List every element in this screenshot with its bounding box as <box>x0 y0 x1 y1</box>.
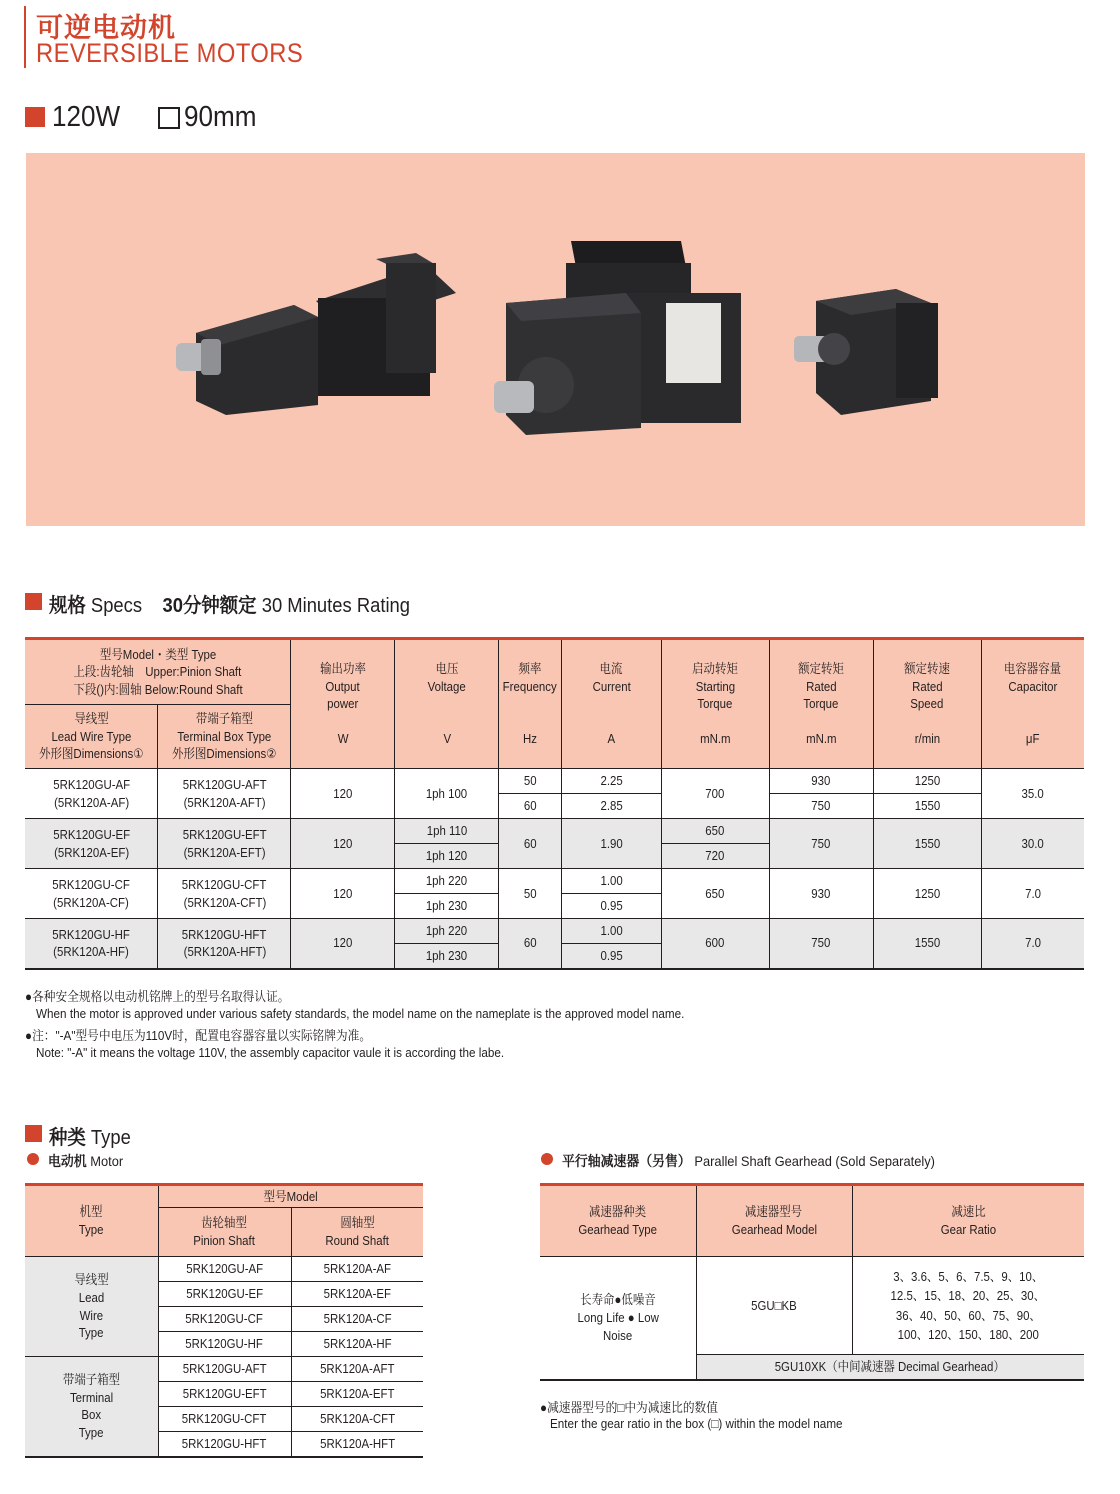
pinion-header: 齿轮轴型 Pinion Shaft <box>158 1208 291 1257</box>
decimal-gearhead: 5GU10XK（中间减速器 Decimal Gearhead） <box>696 1355 1084 1380</box>
col-starting-torque-header: 启动转矩 Starting Torque mN.m <box>661 639 769 769</box>
lead-wire-group: 导线型 Lead Wire Type <box>25 1257 158 1357</box>
col-rated-torque-header: 额定转矩 Rated Torque mN.m <box>769 639 873 769</box>
gearhead-type-value: 长寿命●低噪音 Long Life ● Low Noise <box>540 1257 696 1380</box>
motor-right-image <box>794 289 938 415</box>
specs-table <box>25 637 1084 970</box>
col-rated-speed-header: 额定转速 Rated Speed r/min <box>873 639 981 769</box>
table-row: 1ph 230 0.95 <box>25 894 1084 919</box>
empty-square-icon <box>158 107 180 129</box>
col-current-header: 电流 Current A <box>561 639 661 769</box>
col-capacitor-header: 电容器容量 Capacitor μF <box>981 639 1084 769</box>
gearhead-model-value: 5GU□KB <box>696 1257 852 1355</box>
note-line: Note: "-A" it means the voltage 110V, the assembly capacitor vaule it is according the labe. <box>36 1045 505 1060</box>
table-row: 导线型 Lead Wire Type 5RK120GU-AF 5RK120A-AF <box>25 1257 423 1282</box>
gear-note-line: ●减速器型号的□中为减速比的数值 <box>540 1400 718 1415</box>
lead-wire-header: 导线型 Lead Wire Type 外形图Dimensions① <box>25 705 158 769</box>
table-row: 5RK120GU-EF (5RK120A-EF) 5RK120GU-EFT (5RK120A-EFT) 120 1ph 110 60 1.90 650 750 1550 30.0 <box>25 819 1084 844</box>
table-row: 5RK120GU-CF 5RK120A-CF <box>25 1307 423 1332</box>
terminal-box-header: 带端子箱型 Terminal Box Type 外形图Dimensions② <box>158 705 291 769</box>
gear-ratio-header: 减速比 Gear Ratio <box>852 1185 1084 1257</box>
gearhead-subtitle: 平行轴减速器（另售） Parallel Shaft Gearhead (Sold Separately) <box>562 1153 935 1169</box>
specs-section-title <box>49 589 410 618</box>
type-section-title: 种类 Type <box>49 1127 131 1149</box>
specs-title-en: Specs <box>90 595 143 617</box>
frame-size: 90mm <box>184 101 257 133</box>
rating-title-cn: 30分钟额定 <box>162 595 257 617</box>
header-accent-bar <box>24 6 26 68</box>
rating-title-en: 30 Minutes Rating <box>261 595 411 617</box>
model-header: 型号Model <box>158 1185 423 1208</box>
page-title-en: REVERSIBLE MOTORS <box>36 38 304 68</box>
filled-square-icon <box>25 107 45 127</box>
table-row <box>540 1257 1084 1355</box>
note-line: When the motor is approved under various safety standards, the model name on the nameplate is the approved model name. <box>36 1006 685 1021</box>
gear-note-line: Enter the gear ratio in the box (□) within the model name <box>550 1416 843 1431</box>
terminal-box-group: 带端子箱型 Terminal Box Type <box>25 1357 158 1457</box>
gearhead-model-header: 减速器型号 Gearhead Model <box>696 1185 852 1257</box>
table-row: 5RK120GU-CF (5RK120A-CF) 5RK120GU-CFT (5RK120A-CFT) 120 1ph 220 50 1.00 650 930 1250 7.0 <box>25 869 1084 894</box>
table-row: 1ph 230 0.95 <box>25 944 1084 969</box>
motor-illustration <box>26 153 1085 526</box>
table-row: 5RK120GU-EFT 5RK120A-EFT <box>25 1382 423 1407</box>
motor-type-table <box>25 1183 423 1458</box>
gear-ratio-value: 3、3.6、5、6、7.5、9、10、 12.5、15、18、20、25、30、 36、40、50、60、75、90、 100、120、150、180、200 <box>852 1257 1084 1355</box>
model-header: 型号Model・类型 Type 上段:齿轮轴 Upper:Pinion Shaft 下段()内:圆轴 Below:Round Shaft <box>25 639 291 705</box>
table-row: 5RK120GU-CFT 5RK120A-CFT <box>25 1407 423 1432</box>
gearhead-type-header: 减速器种类 Gearhead Type <box>540 1185 696 1257</box>
table-row: 5RK120GU-HF (5RK120A-HF) 5RK120GU-HFT (5RK120A-HFT) 120 1ph 220 60 1.00 600 750 1550 7.0 <box>25 919 1084 944</box>
gearhead-table <box>540 1183 1084 1381</box>
note-line: ●注："-A"型号中电压为110V时，配置电容器容量以实际铭牌为准。 <box>25 1028 372 1043</box>
round-header: 圆轴型 Round Shaft <box>291 1208 423 1257</box>
table-row: 60 2.85 750 1550 <box>25 794 1084 819</box>
table-row: 5RK120GU-AF (5RK120A-AF) 5RK120GU-AFT (5RK120A-AFT) 120 1ph 100 50 2.25 700 930 1250 35.0 <box>25 769 1084 794</box>
specs-title-cn: 规格 <box>49 595 86 617</box>
filled-square-icon <box>25 1125 42 1142</box>
type-header: 机型 Type <box>25 1185 158 1257</box>
table-row: 带端子箱型 Terminal Box Type 5RK120GU-AFT 5RK120A-AFT <box>25 1357 423 1382</box>
table-row: 1ph 120 720 <box>25 844 1084 869</box>
table-row: 5RK120GU-HF 5RK120A-HF <box>25 1332 423 1357</box>
power-rating: 120W <box>52 101 121 133</box>
bullet-dot-icon <box>541 1153 553 1165</box>
motor-left-image <box>176 253 456 415</box>
col-output-header: 输出功率 Output power W <box>291 639 395 769</box>
bullet-dot-icon <box>27 1153 39 1165</box>
filled-square-icon <box>25 593 42 610</box>
page-title-cn: 可逆电动机 <box>36 13 176 43</box>
table-row: 5RK120GU-HFT 5RK120A-HFT <box>25 1432 423 1457</box>
table-row: 5RK120GU-EF 5RK120A-EF <box>25 1282 423 1307</box>
product-photo-panel <box>26 153 1085 526</box>
col-voltage-header: 电压 Voltage V <box>395 639 499 769</box>
note-line: ●各种安全规格以电动机铭牌上的型号名取得认证。 <box>25 989 290 1004</box>
col-frequency-header: 频率 Frequency Hz <box>499 639 561 769</box>
motor-center-image <box>494 241 741 435</box>
motor-subtitle: 电动机 Motor <box>48 1153 124 1169</box>
